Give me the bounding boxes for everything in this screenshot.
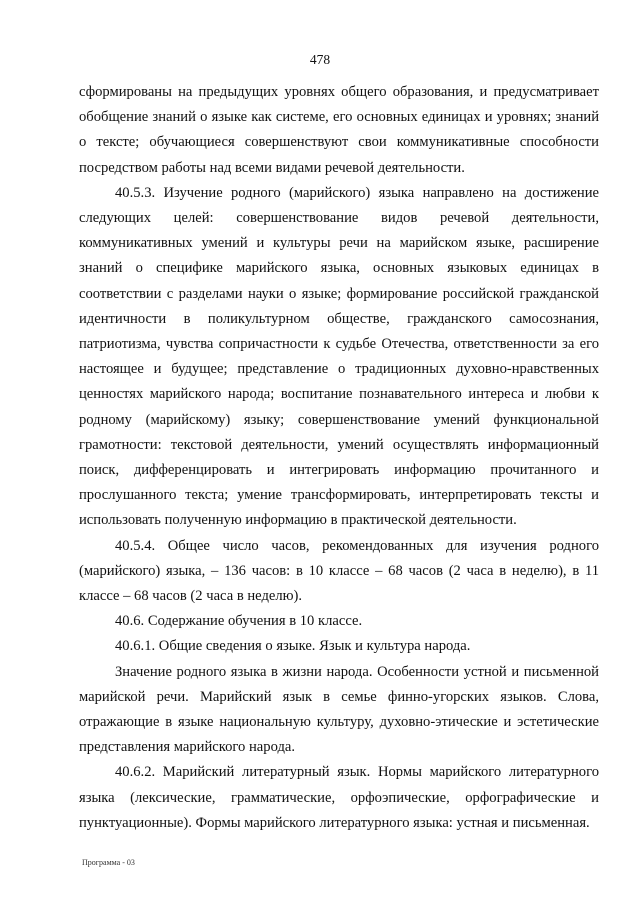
paragraph-40-5-3: 40.5.3. Изучение родного (марийского) языка направлено на достижение следующих целей: совершенствование видов речевой деятельности, коммуникативных умений и культуры речи на марийском языке, расширение знаний о специфике марийского языка, основных языковых единицах в соответствии с разделами науки о языке; формирование российской гражданской идентичности в поликультурном обществе, гражданского самосознания, патриотизма, чувства сопричастности к судьбе Отечества, ответственности за его настоящее и будущее; представление о традиционных духовно-нравственных ценностях марийского народа; воспитание познавательного интереса и любви к родному (марийскому) языку; совершенствование умений функциональной грамотности: текстовой деятельности, умений осуществлять информационный поиск, дифференцировать и интегрировать информацию прочитанного и прослушанного текста; умение трансформировать, интерпретировать тексты и использовать полученную информацию в практической деятельности. bbox=[79, 184, 599, 529]
paragraph-language-significance: Значение родного языка в жизни народа. Особенности устной и письменной марийской речи. Марийский язык в семье финно-угорских языков. Слова, отражающие в языке национальную культуру, духовно-этические и эстетические представления марийского народа. bbox=[79, 663, 599, 756]
paragraph-40-6: 40.6. Содержание обучения в 10 классе. bbox=[115, 613, 363, 630]
paragraph-40-5-4: 40.5.4. Общее число часов, рекомендованных для изучения родного (марийского) языка, – 136 часов: в 10 классе – 68 часов (2 часа в неделю), в 11 классе – 68 часов (2 часа в неделю). bbox=[79, 537, 599, 605]
paragraph-40-6-2: 40.6.2. Марийский литературный язык. Нормы марийского литературного языка (лексические, грамматические, орфоэпические, орфографические и пунктуационные). Формы марийского литературного языка: устная и письменная. bbox=[79, 764, 599, 831]
footer-label: Программа - 03 bbox=[82, 858, 135, 867]
document-body bbox=[79, 80, 599, 836]
page-number: 478 bbox=[309, 52, 331, 67]
paragraph-40-6-1: 40.6.1. Общие сведения о языке. Язык и культура народа. bbox=[115, 638, 471, 655]
paragraph-continuation: сформированы на предыдущих уровнях общего образования, и предусматривает обобщение знаний о языке как системе, его основных единицах и уровнях; знаний о тексте; обучающиеся совершенствуют свои коммуникативные способности посредством работы над всеми видами речевой деятельности. bbox=[79, 84, 599, 176]
